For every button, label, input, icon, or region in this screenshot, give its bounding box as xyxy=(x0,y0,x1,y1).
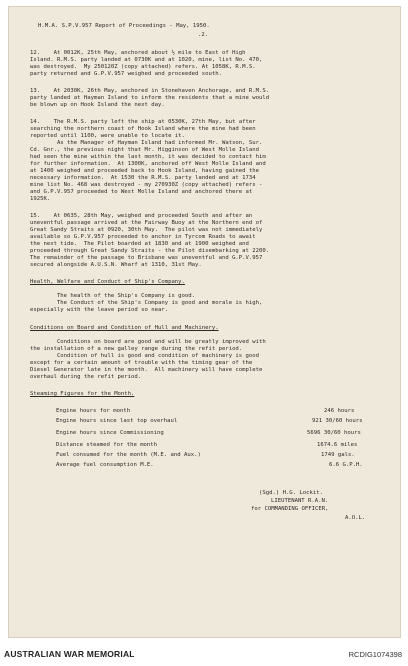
text-line: Island. R.M.S. party landed at 0730K and at 1020, mine, list No. 470, xyxy=(30,57,263,63)
text-line: Conditions on board are good and will be greatly improved with xyxy=(30,339,266,345)
text-line: 13. At 2030K, 26th May, anchored in Stonehaven Anchorage, and R.M.S. xyxy=(30,88,270,94)
archive-name: AUSTRALIAN WAR MEMORIAL xyxy=(4,649,135,659)
text-line: especially with the leave period so near. xyxy=(30,307,169,313)
text-line: was destroyed. My 250120Z (copy attached) refers. At 1058K, R.M.S. xyxy=(30,64,256,70)
text-line: mine list No. 468 was destroyed - my 270930Z (copy attached) refers - xyxy=(30,182,263,188)
steaming-label: Engine hours since Commissioning xyxy=(56,430,164,436)
text-line: the installation of a new galley range during the refit period. xyxy=(30,346,243,352)
steaming-label: Average fuel consumption M.E. xyxy=(56,462,154,468)
steaming-value: 1749 gals. xyxy=(321,452,355,458)
document-page xyxy=(8,6,401,638)
steaming-label: Engine hours for month xyxy=(56,408,131,414)
steaming-value: 6.6 G.P.H. xyxy=(329,462,363,468)
signature-rank: LIEUTENANT R.A.N. xyxy=(271,498,329,504)
text-line: had seen the mine within the last month, it was decided to contact him xyxy=(30,154,266,160)
text-line: Condition of hull is good and condition of machinery is good xyxy=(30,353,260,359)
text-line: be blown up on Hook Island the next day. xyxy=(30,102,165,108)
signature-name: (Sgd.) H.G. Lockit. xyxy=(259,490,323,496)
section-heading: Health, Welfare and Conduct of Ship's Company. xyxy=(30,279,185,285)
signature-initials: A.O.L. xyxy=(345,515,366,521)
text-line: secured alongside A.U.S.N. Wharf at 1310, 31st May. xyxy=(30,262,202,268)
text-line: proceeded through Great Sandy Straits - the Pilot disembarking at 2200. xyxy=(30,248,270,254)
steaming-value: 5696 30/60 hours xyxy=(307,430,361,436)
text-line: party landed at Hayman Island to inform the residents that a mine would xyxy=(30,95,270,101)
text-line: uneventful passage arrived at the Fairway Buoy at the Northern end of xyxy=(30,220,263,226)
section-heading: Steaming Figures for the Month. xyxy=(30,391,135,397)
text-line: at 1400 weighed and proceeded back to Hook Island, having gained the xyxy=(30,168,260,174)
text-line: and G.P.V.957 proceeded to West Molle Island and anchored there at xyxy=(30,189,253,195)
text-line: Great Sandy Straits at 0920, 30th May. The pilot was not immediately xyxy=(30,227,263,233)
steaming-value: 921 30/60 hours xyxy=(312,418,363,424)
text-line: for further information. At 1300K, anchored off West Molle Island and xyxy=(30,161,266,167)
text-line: 15. At 0635, 28th May, weighed and proceeded South and after an xyxy=(30,213,253,219)
text-line: the next tide. The Pilot boarded at 1830 and at 1900 weighed and xyxy=(30,241,249,247)
text-line: The health of the Ship's Company is good. xyxy=(30,293,196,299)
page-marker: .2. xyxy=(198,32,209,38)
text-line: The remainder of the passage to Brisbane was uneventful and G.P.V.957 xyxy=(30,255,263,261)
steaming-value: 246 hours xyxy=(324,408,355,414)
steaming-label: Distance steamed for the month xyxy=(56,442,158,448)
text-line: available so G.P.V.957 proceeded to anchor in Tyrcom Roads to await xyxy=(30,234,256,240)
section-heading: Conditions on Board and Condition of Hull and Machinery. xyxy=(30,325,219,331)
text-line: Diesel Generator late in the month. All machinery will have complete xyxy=(30,367,263,373)
text-line: 1925K. xyxy=(30,196,51,202)
text-line: necessary information. At 1530 the R.M.S. party landed and at 1734 xyxy=(30,175,256,181)
text-line: The Conduct of the Ship's Company is good and morale is high, xyxy=(30,300,263,306)
record-id: RCDIG1074398 xyxy=(348,650,402,659)
archive-footer xyxy=(0,641,408,666)
text-line: reported until 1100, were unable to locate it. xyxy=(30,133,185,139)
steaming-value: 1674.6 miles xyxy=(317,442,358,448)
text-line: 12. At 0012K, 25th May, anchored about ½ mile to East of High xyxy=(30,50,246,56)
steaming-label: Engine hours since last top overhaul xyxy=(56,418,178,424)
report-header: H.M.A. S.P.V.957 Report of Proceedings - May, 1950. xyxy=(38,23,210,29)
text-line: searching the northern coast of Hook Island where the mine had been xyxy=(30,126,256,132)
text-line: party returned and G.P.V.957 weighed and proceeded south. xyxy=(30,71,222,77)
text-line: except for a certain amount of trouble with the timing gear of the xyxy=(30,360,253,366)
text-line: Cd. Gnr., the previous night that Mr. Higginson of West Molle Island xyxy=(30,147,260,153)
text-line: overhaul during the refit period. xyxy=(30,374,142,380)
signature-role: for COMMANDING OFFICER, xyxy=(251,506,329,512)
text-line: 14. The R.M.S. party left the ship at 0530K, 27th May, but after xyxy=(30,119,256,125)
text-line: As the Manager of Hayman Island had informed Mr. Watson, Sur. xyxy=(30,140,263,146)
steaming-label: Fuel consumed for the month (M.E. and Aux.) xyxy=(56,452,201,458)
